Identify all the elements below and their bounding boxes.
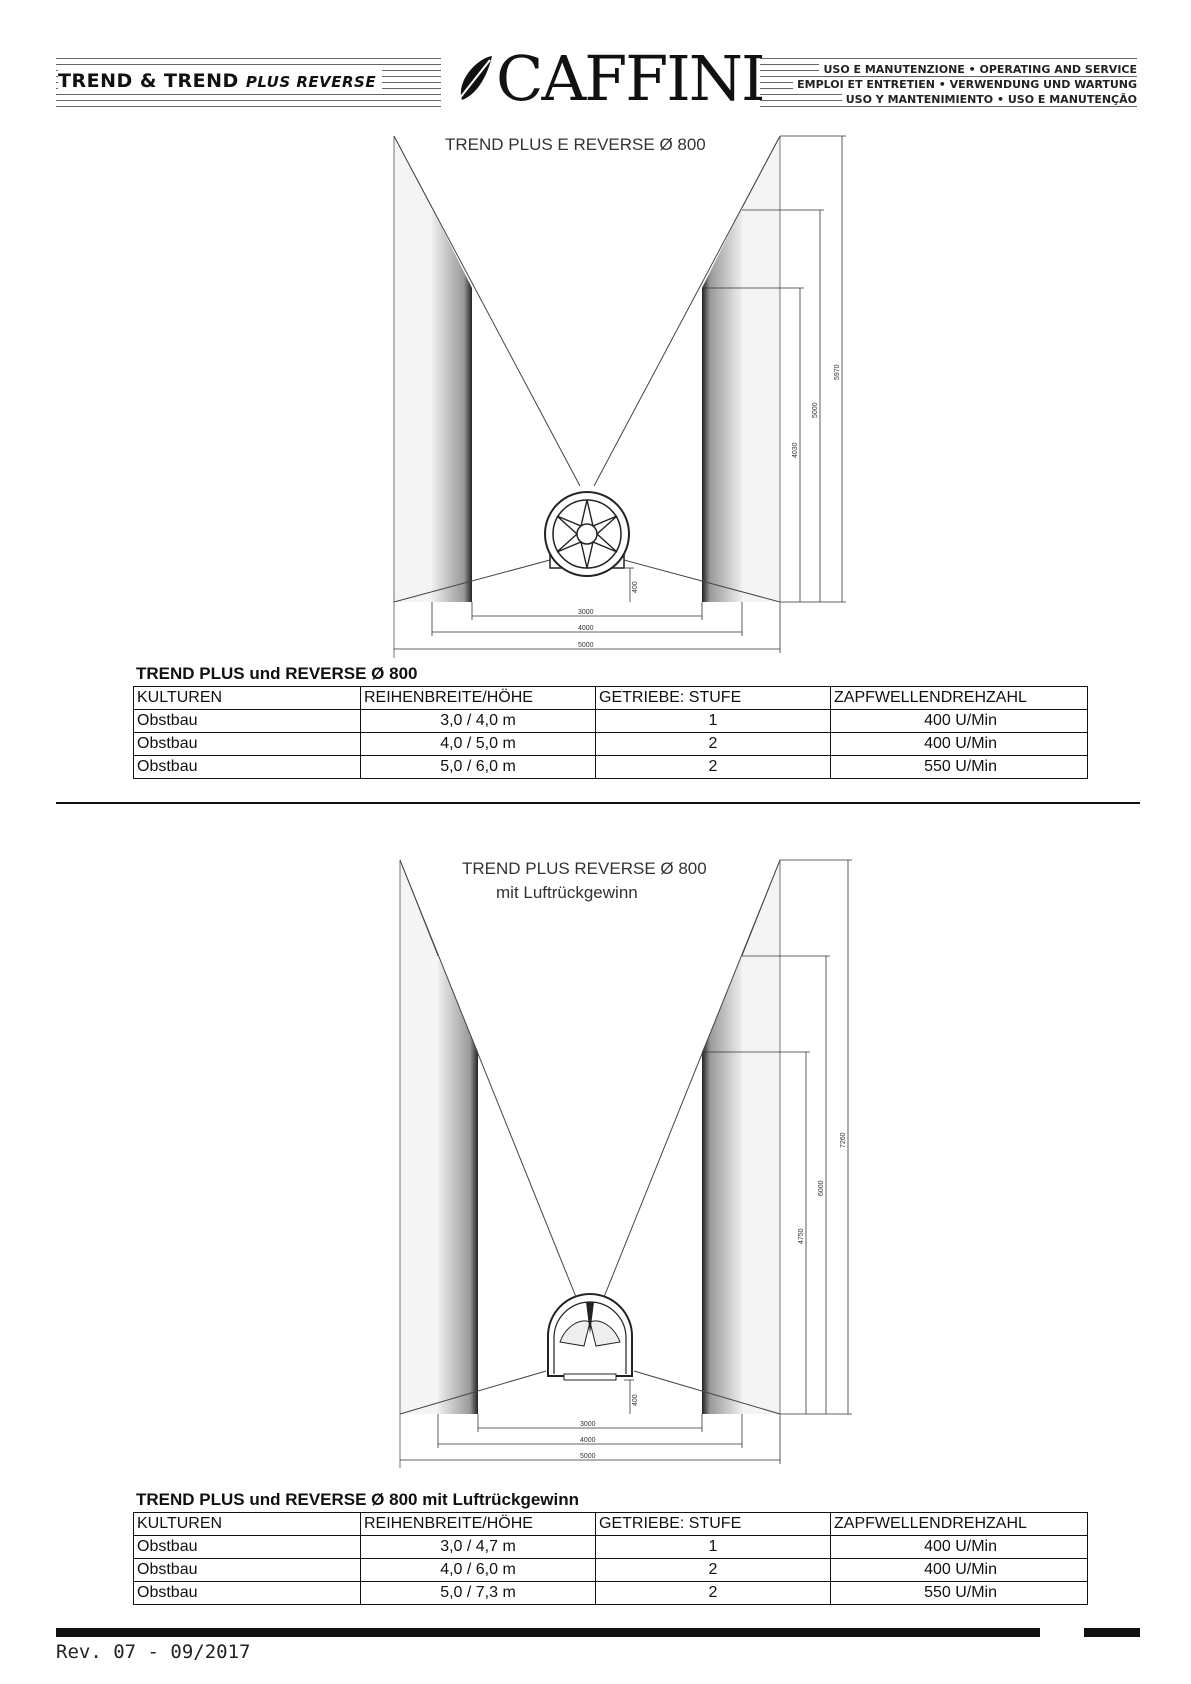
table-header-row <box>134 1513 1088 1536</box>
dim-h1: 4750 <box>798 1228 805 1244</box>
footer-bar-left <box>56 1628 1040 1637</box>
manual-languages: USO E MANUTENZIONE • OPERATING AND SERVICE EMPLOI ET ENTRETIEN • VERWENDUNG UND WARTUNG USO Y MANTENIMIENTO • USO E MANUTENÇÃO <box>793 62 1137 107</box>
table-cell: 1 <box>596 710 831 733</box>
table-cell: 4,0 / 6,0 m <box>361 1559 596 1582</box>
spray-diagram-2 <box>386 856 866 1468</box>
table2-title: TREND PLUS und REVERSE Ø 800 mit Luftrückgewinn <box>136 1490 579 1509</box>
table-cell: Obstbau <box>134 1582 361 1605</box>
header-cell: REIHENBREITE/HÖHE <box>361 1513 596 1536</box>
header-cell: KULTUREN <box>134 1513 361 1536</box>
table-row <box>134 1559 1088 1582</box>
table-cell: 400 U/Min <box>831 1536 1088 1559</box>
table2 <box>133 1512 1088 1605</box>
table1 <box>133 686 1088 779</box>
header-cell: KULTUREN <box>134 687 361 710</box>
table-cell: Obstbau <box>134 733 361 756</box>
table-cell: 2 <box>596 1559 831 1582</box>
spray-diagram-1 <box>380 128 860 658</box>
table-cell: Obstbau <box>134 756 361 779</box>
dim-w1: 3000 <box>580 1421 596 1428</box>
table-cell: 3,0 / 4,0 m <box>361 710 596 733</box>
dim-w3: 5000 <box>580 1453 596 1460</box>
dim-w1: 3000 <box>578 609 594 616</box>
table-cell: Obstbau <box>134 710 361 733</box>
table-cell: 5,0 / 7,3 m <box>361 1582 596 1605</box>
table-cell: 400 U/Min <box>831 710 1088 733</box>
product-title: TREND & TREND PLUS REVERSE <box>58 70 382 92</box>
dim-h-base: 400 <box>632 1394 639 1406</box>
header-cell: ZAPFWELLENDREHZAHL <box>831 687 1088 710</box>
table-cell: 3,0 / 4,7 m <box>361 1536 596 1559</box>
dim-w3: 5000 <box>578 642 594 649</box>
figure2-title-line2: mit Luftrückgewinn <box>496 883 638 902</box>
table-row <box>134 1582 1088 1605</box>
table-cell: 2 <box>596 756 831 779</box>
header-cell: GETRIEBE: STUFE <box>596 687 831 710</box>
dim-w2: 4000 <box>580 1437 596 1444</box>
table-cell: 400 U/Min <box>831 1559 1088 1582</box>
footer-bar-right <box>1084 1628 1140 1637</box>
dim-h1: 4030 <box>792 442 799 458</box>
dim-h2: 6000 <box>818 1180 825 1196</box>
table-header-row <box>134 687 1088 710</box>
table-cell: 2 <box>596 1582 831 1605</box>
table-cell: 550 U/Min <box>831 756 1088 779</box>
table1-title: TREND PLUS und REVERSE Ø 800 <box>136 664 418 683</box>
brand-name: CAFFINI <box>496 42 764 115</box>
header-cell: REIHENBREITE/HÖHE <box>361 687 596 710</box>
section-divider <box>56 802 1140 804</box>
table-cell: Obstbau <box>134 1559 361 1582</box>
dim-h2: 5000 <box>812 402 819 418</box>
revision-label: Rev. 07 - 09/2017 <box>56 1641 251 1663</box>
dim-h3: 5970 <box>834 364 841 380</box>
table-cell: 1 <box>596 1536 831 1559</box>
table-cell: 400 U/Min <box>831 733 1088 756</box>
table-cell: 550 U/Min <box>831 1582 1088 1605</box>
table-cell: Obstbau <box>134 1536 361 1559</box>
table-row <box>134 1536 1088 1559</box>
figure2-title-line1: TREND PLUS REVERSE Ø 800 <box>462 859 707 878</box>
table-cell: 4,0 / 5,0 m <box>361 733 596 756</box>
table-row <box>134 756 1088 779</box>
header-cell: GETRIEBE: STUFE <box>596 1513 831 1536</box>
figure1-title: TREND PLUS E REVERSE Ø 800 <box>445 135 706 154</box>
table-row <box>134 733 1088 756</box>
dim-h3: 7260 <box>840 1132 847 1148</box>
table-cell: 5,0 / 6,0 m <box>361 756 596 779</box>
header-cell: ZAPFWELLENDREHZAHL <box>831 1513 1088 1536</box>
dim-h-base: 400 <box>632 581 639 593</box>
table-cell: 2 <box>596 733 831 756</box>
dim-w2: 4000 <box>578 625 594 632</box>
table-row <box>134 710 1088 733</box>
